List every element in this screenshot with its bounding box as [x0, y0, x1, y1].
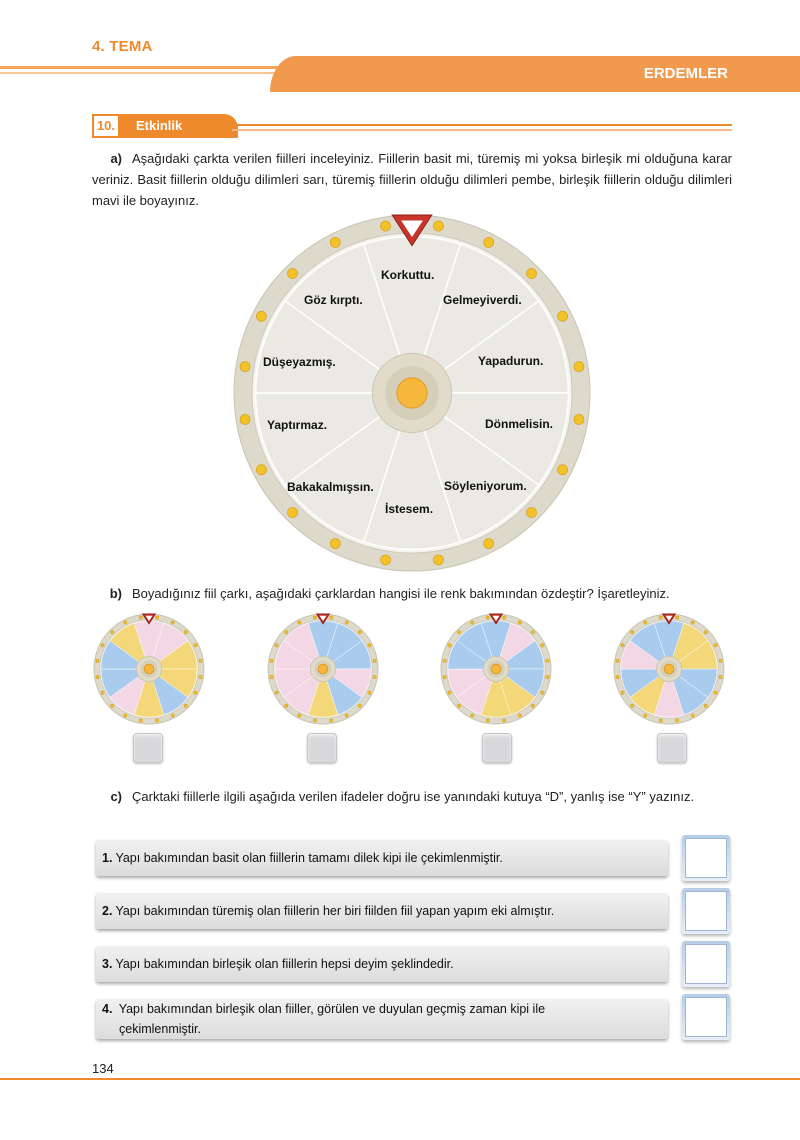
wheel-peg	[644, 621, 647, 624]
statement-2-number: 2.	[102, 904, 113, 918]
wheel-peg	[330, 539, 340, 549]
wheel-peg	[518, 714, 521, 717]
statement-1-number: 1.	[102, 851, 113, 865]
statement-4	[96, 999, 668, 1039]
statement-4-number: 4.	[102, 1002, 113, 1016]
wheel-peg	[486, 719, 489, 722]
activity-rule-secondary	[232, 129, 732, 131]
wheel-peg	[101, 644, 104, 647]
wheel-peg	[503, 616, 506, 619]
wheel-peg	[719, 676, 722, 679]
wheel-peg	[616, 676, 619, 679]
wheel-peg	[546, 676, 549, 679]
part-a-instructions	[92, 148, 732, 211]
verb-donmelisin: Dönmelisin.	[485, 417, 554, 431]
wheel-peg	[256, 465, 266, 475]
statement-2	[96, 893, 668, 929]
wheel-peg	[631, 631, 634, 634]
wheel-peg	[287, 268, 297, 278]
unit-title: 4. TEMA	[92, 38, 153, 55]
wheel-peg	[526, 268, 536, 278]
part-a-label: a)	[110, 151, 122, 166]
verb-soyleniyorum: Söyleniyorum.	[444, 479, 527, 493]
wheel-peg	[139, 616, 142, 619]
statement-3-text: Yapı bakımından birleşik olan fiillerin hepsi deyim şeklindedir.	[115, 957, 454, 971]
verb-istesem: İstesem.	[385, 502, 434, 516]
verb-korkuttu: Korkuttu.	[381, 268, 435, 282]
wheel-peg	[471, 714, 474, 717]
wheel-peg	[719, 659, 722, 662]
wheel-peg	[644, 714, 647, 717]
wheel-peg	[368, 691, 371, 694]
part-c-label: c)	[110, 789, 122, 804]
wheel-peg	[443, 676, 446, 679]
wheel-peg	[171, 621, 174, 624]
verb-wheel	[232, 213, 592, 573]
option-wheel-1	[92, 612, 206, 726]
wheel-peg	[124, 621, 127, 624]
option-wheel-4	[612, 612, 726, 726]
option-3-checkbox[interactable]	[482, 733, 512, 763]
wheel-hub-knob	[664, 664, 674, 674]
wheel-peg	[484, 539, 494, 549]
wheel-peg	[448, 691, 451, 694]
option-4-checkbox[interactable]	[657, 733, 687, 763]
wheel-peg	[574, 362, 584, 372]
verb-gelmeyiverdi: Gelmeyiverdi.	[443, 293, 522, 307]
option-wheel-3	[439, 612, 553, 726]
wheel-peg	[373, 676, 376, 679]
wheel-peg	[298, 621, 301, 624]
verb-yapadurun: Yapadurun.	[478, 354, 544, 368]
header-rule	[0, 66, 290, 69]
activity-label: Etkinlik	[120, 114, 238, 138]
wheel-peg	[240, 362, 250, 372]
wheel-peg	[199, 659, 202, 662]
wheel-peg	[285, 704, 288, 707]
verb-duseyazmis: Düşeyazmış.	[263, 355, 336, 369]
wheel-peg	[691, 621, 694, 624]
verb-goz-kirpti: Göz kırptı.	[304, 293, 363, 307]
wheel-peg	[714, 644, 717, 647]
statement-2-text: Yapı bakımından türemiş olan fiillerin her biri fiilden fiil yapan yapım eki almıştır.	[115, 904, 555, 918]
wheel-peg	[433, 221, 443, 231]
wheel-peg	[345, 621, 348, 624]
activity-rule	[232, 124, 732, 126]
wheel-hub-knob	[144, 664, 154, 674]
wheel-peg	[101, 691, 104, 694]
wheel-peg	[124, 714, 127, 717]
wheel-peg	[381, 555, 391, 565]
wheel-peg	[621, 644, 624, 647]
wheel-peg	[704, 631, 707, 634]
wheel-peg	[330, 719, 333, 722]
wheel-peg	[486, 616, 489, 619]
wheel-peg	[330, 616, 333, 619]
wheel-peg	[631, 704, 634, 707]
header-rule-secondary	[0, 72, 282, 74]
statement-4-answer-box[interactable]	[682, 994, 730, 1040]
wheel-peg	[546, 659, 549, 662]
wheel-peg	[471, 621, 474, 624]
wheel-peg	[358, 631, 361, 634]
wheel-peg	[704, 704, 707, 707]
wheel-peg	[518, 621, 521, 624]
part-b-instructions	[92, 583, 732, 604]
wheel-peg	[358, 704, 361, 707]
statement-1-answer-box[interactable]	[682, 835, 730, 881]
wheel-peg	[659, 719, 662, 722]
wheel-peg	[194, 691, 197, 694]
wheel-peg	[111, 704, 114, 707]
option-2-checkbox[interactable]	[307, 733, 337, 763]
wheel-peg	[275, 691, 278, 694]
wheel-peg	[433, 555, 443, 565]
activity-number: 10.	[92, 114, 120, 138]
wheel-peg	[171, 714, 174, 717]
wheel-peg	[270, 676, 273, 679]
statement-4-text: Yapı bakımından birleşik olan fiiller, görülen ve duyulan geçmiş zaman kipi ile	[118, 1002, 546, 1016]
wheel-peg	[373, 659, 376, 662]
wheel-peg	[96, 659, 99, 662]
wheel-peg	[574, 414, 584, 424]
part-c-text: Çarktaki fiillerle ilgili aşağıda verilen ifadeler doğru ise yanındaki kutuya “D”, yanlış ise “Y” yazınız.	[132, 789, 695, 804]
part-b-label: b)	[109, 586, 122, 601]
statement-3-number: 3.	[102, 957, 113, 971]
page-number: 134	[92, 1061, 114, 1076]
verb-bakakalmissin: Bakakalmışsın.	[287, 480, 374, 494]
wheel-peg	[184, 631, 187, 634]
wheel-peg	[313, 616, 316, 619]
wheel-peg	[270, 659, 273, 662]
wheel-peg	[531, 704, 534, 707]
part-c-instructions	[92, 786, 732, 807]
wheel-peg	[184, 704, 187, 707]
wheel-peg	[659, 616, 662, 619]
wheel-peg	[443, 659, 446, 662]
wheel-peg	[541, 644, 544, 647]
statement-1	[96, 840, 668, 876]
wheel-peg	[313, 719, 316, 722]
statement-3-answer-box[interactable]	[682, 941, 730, 987]
wheel-peg	[503, 719, 506, 722]
wheel-peg	[275, 644, 278, 647]
wheel-peg	[676, 616, 679, 619]
wheel-peg	[691, 714, 694, 717]
wheel-peg	[285, 631, 288, 634]
wheel-peg	[621, 691, 624, 694]
wheel-peg	[111, 631, 114, 634]
wheel-peg	[714, 691, 717, 694]
wheel-peg	[156, 719, 159, 722]
option-1-checkbox[interactable]	[133, 733, 163, 763]
wheel-peg	[199, 676, 202, 679]
wheel-hub-knob	[397, 378, 427, 408]
wheel-peg	[558, 311, 568, 321]
wheel-hub-knob	[318, 664, 328, 674]
wheel-peg	[156, 616, 159, 619]
wheel-peg	[345, 714, 348, 717]
wheel-peg	[381, 221, 391, 231]
wheel-peg	[558, 465, 568, 475]
statement-4-text-continued: çekimlenmiştir.	[119, 1022, 201, 1036]
wheel-peg	[139, 719, 142, 722]
statement-3	[96, 946, 668, 982]
wheel-hub-knob	[491, 664, 501, 674]
wheel-peg	[676, 719, 679, 722]
wheel-peg	[240, 414, 250, 424]
wheel-peg	[96, 676, 99, 679]
wheel-peg	[330, 237, 340, 247]
wheel-peg	[368, 644, 371, 647]
option-wheel-2	[266, 612, 380, 726]
wheel-peg	[616, 659, 619, 662]
wheel-peg	[287, 507, 297, 517]
verb-wheel-graphic	[232, 213, 592, 573]
verb-yaptirmaz: Yaptırmaz.	[267, 418, 328, 432]
wheel-peg	[526, 507, 536, 517]
wheel-peg	[448, 644, 451, 647]
wheel-peg	[541, 691, 544, 694]
wheel-peg	[458, 631, 461, 634]
wheel-peg	[484, 237, 494, 247]
wheel-peg	[256, 311, 266, 321]
footer-rule	[0, 1078, 800, 1080]
wheel-peg	[298, 714, 301, 717]
statement-2-answer-box[interactable]	[682, 888, 730, 934]
part-b-text: Boyadığınız fiil çarkı, aşağıdaki çarklardan hangisi ile renk bakımından özdeştir? İşaretleyiniz.	[132, 586, 670, 601]
wheel-peg	[531, 631, 534, 634]
wheel-peg	[458, 704, 461, 707]
wheel-peg	[194, 644, 197, 647]
statement-1-text: Yapı bakımından basit olan fiillerin tamamı dilek kipi ile çekimlenmiştir.	[115, 851, 503, 865]
part-a-text: Aşağıdaki çarkta verilen fiilleri inceleyiniz. Fiillerin basit mi, türemiş mi yoksa birleşik mi olduğuna karar veriniz. Basit fiillerin olduğu dilimleri sarı, türemiş fiillerin olduğu dilimleri pembe, birleşik fiillerin olduğu dilimleri mavi ile boyayınız.	[92, 151, 732, 208]
section-title: ERDEMLER	[643, 65, 728, 82]
